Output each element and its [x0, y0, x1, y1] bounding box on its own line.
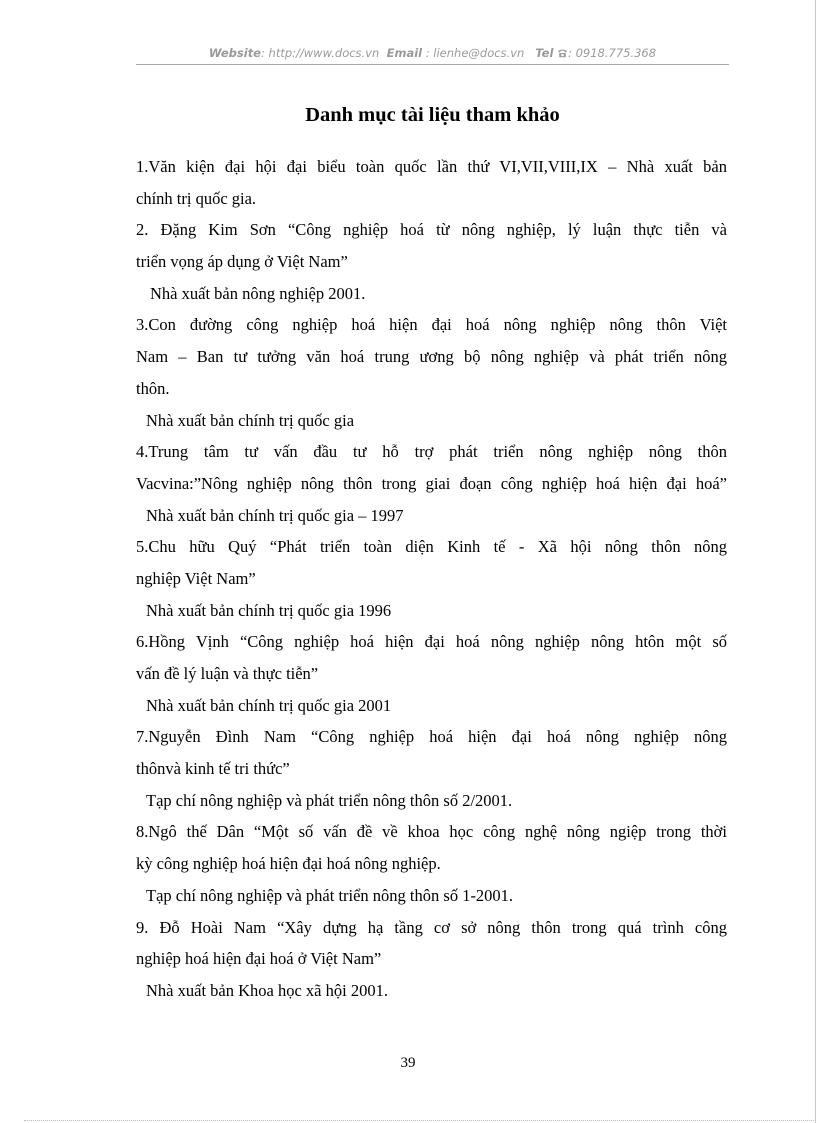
email-label: Email — [386, 46, 423, 60]
ref-9-line-2: nghiệp hoá hiện đại hoá ở Việt Nam” — [136, 949, 382, 969]
page-header — [136, 46, 729, 60]
ref-5-line-2: nghiệp Việt Nam” — [136, 568, 256, 588]
telephone-icon — [557, 48, 568, 58]
ref-9-line-1: 9. Đỗ Hoài Nam “Xây dựng hạ tầng cơ sở nông thôn trong quá trình công — [136, 917, 727, 937]
ref-6-line-2: vấn đề lý luận và thực tiễn” — [136, 664, 319, 683]
tel-label: Tel — [535, 46, 554, 60]
ref-8-publisher: Tạp chí nông nghiệp và phát triển nông thôn số 1-2001. — [146, 885, 514, 905]
ref-7-publisher: Tạp chí nông nghiệp và phát triển nông thôn số 2/2001. — [146, 790, 513, 810]
page-bottom-edge — [24, 1120, 814, 1121]
ref-8-line-2: kỳ công nghiệp hoá hiện đại hoá nông nghiệp. — [136, 854, 441, 874]
ref-7-line-1: 7.Nguyễn Đình Nam “Công nghiệp hoá hiện đại hoá nông nghiệp nông — [136, 727, 727, 747]
ref-1-line-2: chính trị quốc gia. — [136, 188, 257, 208]
ref-4-line-2: Vacvina:”Nông nghiệp nông thôn trong giai đoạn công nghiệp hoá hiện đại hoá” — [136, 473, 727, 493]
page-number: 39 — [400, 1055, 416, 1071]
ref-5-line-1: 5.Chu hữu Quý “Phát triển toàn diện Kinh tế - Xã hội nông thôn nông — [136, 537, 727, 557]
ref-9-publisher: Nhà xuất bản Khoa học xã hội 2001. — [146, 980, 388, 1000]
ref-2-line-2: triển vọng áp dụng ở Việt Nam” — [136, 252, 348, 272]
ref-7-line-2: thônvà kinh tế tri thức” — [136, 759, 290, 779]
ref-4-publisher: Nhà xuất bản chính trị quốc gia – 1997 — [146, 505, 404, 525]
ref-1-line-1: 1.Văn kiện đại hội đại biểu toàn quốc lần thứ VI,VII,VIII,IX – Nhà xuất bản — [136, 157, 727, 176]
reference-list — [136, 151, 727, 1007]
ref-8-line-1: 8.Ngô thế Dân “Một số vấn đề về khoa học công nghệ nông ngiệp trong thời — [136, 822, 727, 842]
ref-4-line-1: 4.Trung tâm tư vấn đầu tư hỗ trợ phát triển nông nghiệp nông thôn — [136, 442, 727, 462]
email-address[interactable]: : lienhe@docs.vn — [425, 46, 525, 60]
ref-6-publisher: Nhà xuất bản chính trị quốc gia 2001 — [146, 695, 392, 715]
ref-3-line-3: thôn. — [136, 378, 170, 398]
ref-2-publisher: Nhà xuất bản nông nghiệp 2001. — [150, 283, 366, 303]
ref-6-line-1: 6.Hồng Vịnh “Công nghiệp hoá hiện đại hoá nông nghiệp nông htôn một số — [136, 632, 727, 652]
website-url[interactable]: : http://www.docs.vn — [261, 46, 380, 60]
ref-3-publisher: Nhà xuất bản chính trị quốc gia — [146, 410, 355, 430]
ref-3-line-1: 3.Con đường công nghiệp hoá hiện đại hoá nông nghiệp nông thôn Việt — [136, 315, 727, 335]
page-title: Danh mục tài liệu tham khảo — [305, 104, 560, 126]
website-label: Website — [208, 46, 261, 60]
ref-3-line-2: Nam – Ban tư tưởng văn hoá trung ương bộ nông nghiệp và phát triển nông — [136, 347, 727, 367]
header-divider — [136, 64, 729, 65]
ref-5-publisher: Nhà xuất bản chính trị quốc gia 1996 — [146, 600, 392, 620]
ref-2-line-1: 2. Đặng Kim Sơn “Công nghiệp hoá từ nông nghiệp, lý luận thực tiễn và — [136, 220, 727, 240]
tel-number: : 0918.775.368 — [568, 46, 657, 60]
